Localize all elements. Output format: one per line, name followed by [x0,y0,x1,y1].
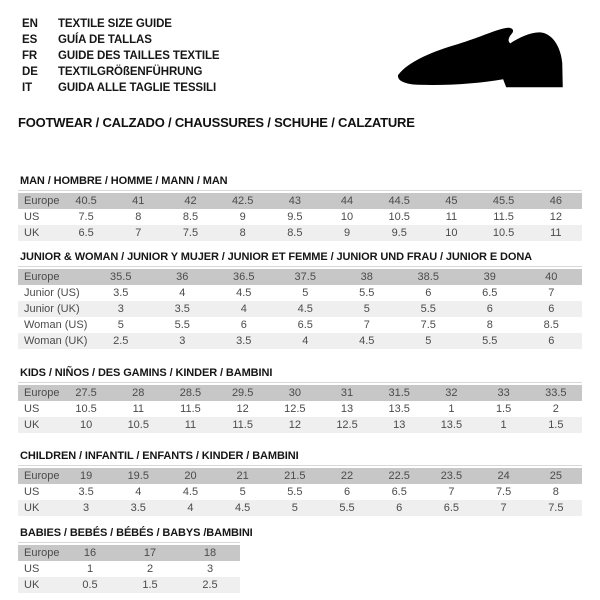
size-cell: 21.5 [284,470,306,482]
language-title: GUIDE DES TAILLES TEXTILE [58,50,220,62]
size-cell: 22.5 [388,470,410,482]
size-cell: 7.5 [495,486,512,498]
size-cell: 3 [179,335,186,347]
row-label-cell: Europe [24,547,60,559]
row-label-cell: Europe [24,195,60,207]
language-title: GUÍA DE TALLAS [58,34,152,46]
size-cell: 9.5 [287,211,303,223]
size-cell: 10 [79,419,93,431]
size-cell: 1 [448,403,455,415]
row-label-cell: Europe [24,387,60,399]
table-row [18,301,582,317]
size-cell: 8.5 [543,319,559,331]
size-cell: 31.5 [388,387,410,399]
size-cell: 4.5 [359,335,375,347]
size-cell: 12.5 [284,403,306,415]
size-cell: 6 [548,303,555,315]
size-cell: 8 [486,319,493,331]
table-row [18,545,240,561]
size-cell: 9 [239,211,246,223]
row-label-cell: US [24,563,40,575]
language-code: FR [22,50,38,62]
size-cell: 11.5 [180,403,201,415]
size-cell: 10 [340,211,354,223]
size-cell: 24 [497,470,510,482]
size-cell: 12 [236,403,249,415]
table-row [18,484,582,500]
size-cell: 4 [179,287,186,299]
size-cell: 11 [132,403,144,415]
size-cell: 3.5 [113,287,129,299]
size-cell: 7 [500,502,507,514]
shoe-icon [394,24,586,98]
table-row [18,333,582,349]
size-cell: 6 [486,303,493,315]
size-table-title: CHILDREN / INFANTIL / ENFANTS / KINDER / BAMBINI [20,450,299,462]
size-table-section [18,527,582,593]
row-label-cell: UK [24,502,40,514]
size-cell: 38 [360,271,373,283]
size-cell: 8 [552,486,559,498]
size-cell: 1.5 [142,579,158,591]
size-cell: 11.5 [493,211,514,223]
size-cell: 3.5 [78,486,94,498]
size-cell: 5 [117,319,124,331]
size-cell: 44.5 [388,195,410,207]
table-row [18,317,582,333]
row-label-cell: US [24,403,40,415]
size-cell: 6 [343,486,351,498]
row-label-cell: Woman (UK) [24,335,88,347]
size-table [18,193,582,241]
size-cell: 12 [288,419,301,431]
size-cell: 9.5 [391,227,407,239]
size-table-section [18,450,582,516]
row-label-cell: Junior (UK) [24,303,80,315]
size-cell: 36.5 [233,271,255,283]
size-cell: 0.5 [82,579,98,591]
size-cell: 35.5 [110,271,132,283]
row-label-cell: Europe [24,470,60,482]
size-cell: 10.5 [388,211,410,223]
size-table-section [18,367,582,433]
size-cell: 6.5 [443,502,460,514]
size-table-title: MAN / HOMBRE / HOMME / MANN / MAN [20,175,228,187]
size-cell: 3 [206,563,214,575]
size-cell: 19 [79,470,93,482]
table-row [18,468,582,484]
size-table-title: KIDS / NIÑOS / DES GAMINS / KINDER / BAMBINI [20,367,273,379]
size-cell: 8 [239,227,246,239]
size-cell: 7.5 [420,319,436,331]
size-cell: 5 [425,335,432,347]
size-cell: 4 [187,502,194,514]
size-cell: 21 [236,470,249,482]
size-cell: 3 [117,303,124,315]
size-cell: 25 [549,470,562,482]
size-cell: 32 [445,387,458,399]
table-row [18,577,240,593]
size-cell: 2.5 [113,335,129,347]
size-cell: 2.5 [202,579,218,591]
size-cell: 4.5 [182,486,199,498]
size-cell: 12 [549,211,562,223]
size-cell: 6.5 [297,319,313,331]
language-title: TEXTILE SIZE GUIDE [58,18,172,30]
size-table-title: JUNIOR & WOMAN / JUNIOR Y MUJER / JUNIOR ET FEMME / JUNIOR UND FRAU / JUNIOR E DONA [20,251,533,263]
size-cell: 10.5 [75,403,97,415]
row-label-cell: Woman (US) [24,319,88,331]
size-cell: 13 [340,403,354,415]
size-table-section [18,175,582,241]
row-label-cell: UK [24,579,40,591]
size-cell: 3.5 [174,303,190,315]
size-cell: 5 [363,303,370,315]
table-row [18,193,582,209]
size-cell: 20 [184,470,197,482]
size-cell: 6 [548,335,555,347]
size-cell: 27.5 [75,387,97,399]
size-cell: 4 [135,486,142,498]
size-cell: 37.5 [294,271,316,283]
language-code: EN [22,18,38,30]
size-table [18,269,582,349]
size-cell: 3.5 [130,502,146,514]
size-cell: 6.5 [78,227,94,239]
size-cell: 33.5 [545,387,567,399]
size-cell: 7.5 [78,211,94,223]
row-label-cell: UK [24,419,40,431]
table-row [18,500,582,516]
size-cell: 4.5 [236,287,252,299]
size-cell: 39 [483,271,496,283]
size-cell: 13.5 [440,419,463,431]
language-code: IT [22,82,33,94]
size-cell: 3.5 [236,335,252,347]
size-cell: 11 [550,227,562,239]
table-row [18,225,582,241]
size-cell: 13 [393,419,406,431]
size-cell: 18 [203,547,217,559]
size-cell: 5.5 [174,319,190,331]
size-cell: 36 [176,271,189,283]
size-cell: 41 [132,195,145,207]
size-cell: 4 [302,335,309,347]
size-cell: 5.5 [359,287,375,299]
row-label-cell: Europe [24,271,60,283]
size-cell: 1.5 [495,403,512,415]
size-table [18,468,582,516]
size-cell: 4.5 [297,303,313,315]
size-cell: 7 [363,319,370,331]
table-row [18,209,582,225]
size-cell: 10.5 [127,419,149,431]
size-cell: 31 [340,387,354,399]
size-cell: 2 [146,563,154,575]
table-row [18,385,582,401]
size-table-title: BABIES / BEBÉS / BÉBÉS / BABYS /BAMBINI [20,527,253,539]
size-cell: 7.5 [182,227,199,239]
size-cell: 22 [340,470,354,482]
size-cell: 45.5 [492,195,515,207]
size-cell: 13.5 [388,403,410,415]
row-label-cell: US [24,211,40,223]
size-cell: 33 [497,387,510,399]
language-title: GUIDA ALLE TAGLIE TESSILI [58,82,217,94]
language-code: ES [22,34,38,46]
row-label-cell: US [24,486,40,498]
size-cell: 9 [343,227,351,239]
size-cell: 8.5 [182,211,199,223]
size-cell: 6 [396,502,403,514]
size-cell: 28 [132,387,145,399]
size-cell: 12.5 [336,419,358,431]
size-cell: 10.5 [492,227,515,239]
language-code: DE [22,66,38,78]
size-cell: 30 [288,387,301,399]
size-cell: 42.5 [231,195,254,207]
size-table [18,385,582,433]
size-cell: 19.5 [127,470,149,482]
size-cell: 7 [448,486,455,498]
size-cell: 6 [425,287,432,299]
size-cell: 44 [340,195,354,207]
size-cell: 7 [135,227,142,239]
size-cell: 1.5 [548,419,564,431]
size-cell: 38.5 [417,271,439,283]
size-cell: 40.5 [75,195,97,207]
size-cell: 4 [240,303,247,315]
size-cell: 11 [445,211,458,223]
size-cell: 5 [239,486,246,498]
table-row [18,401,582,417]
table-row [18,269,582,285]
size-cell: 5.5 [339,502,355,514]
size-cell: 7 [548,287,555,299]
size-table-section [18,251,582,349]
size-cell: 11.5 [232,419,253,431]
size-cell: 5 [291,502,298,514]
size-cell: 5.5 [482,335,498,347]
size-cell: 3 [83,502,90,514]
size-cell: 43 [288,195,301,207]
size-cell: 17 [143,547,157,559]
size-cell: 5.5 [420,303,436,315]
size-cell: 23.5 [440,470,463,482]
size-cell: 28.5 [179,387,202,399]
size-cell: 45 [445,195,458,207]
size-cell: 16 [83,547,97,559]
size-cell: 10 [445,227,458,239]
table-row [18,417,582,433]
size-tables [18,175,582,593]
size-cell: 40 [545,271,558,283]
size-cell: 1 [86,563,94,575]
language-title: TEXTILGRÖßENFÜHRUNG [58,66,203,78]
table-row [18,285,582,301]
row-label-cell: UK [24,227,40,239]
size-cell: 8.5 [287,227,303,239]
table-row [18,561,240,577]
size-table [18,545,240,593]
size-cell: 2 [552,403,559,415]
size-cell: 1 [500,419,507,431]
size-cell: 5.5 [287,486,303,498]
row-label-cell: Junior (US) [24,287,80,299]
size-cell: 29.5 [231,387,254,399]
size-cell: 46 [549,195,562,207]
size-cell: 11 [184,419,197,431]
size-cell: 6.5 [391,486,407,498]
size-cell: 4.5 [235,502,251,514]
size-cell: 6.5 [482,287,498,299]
size-cell: 7.5 [548,502,564,514]
size-cell: 42 [184,195,197,207]
size-cell: 5 [302,287,309,299]
category-header: FOOTWEAR / CALZADO / CHAUSSURES / SCHUHE / CALZATURE [18,115,415,130]
size-cell: 8 [135,211,142,223]
size-cell: 6 [240,319,247,331]
